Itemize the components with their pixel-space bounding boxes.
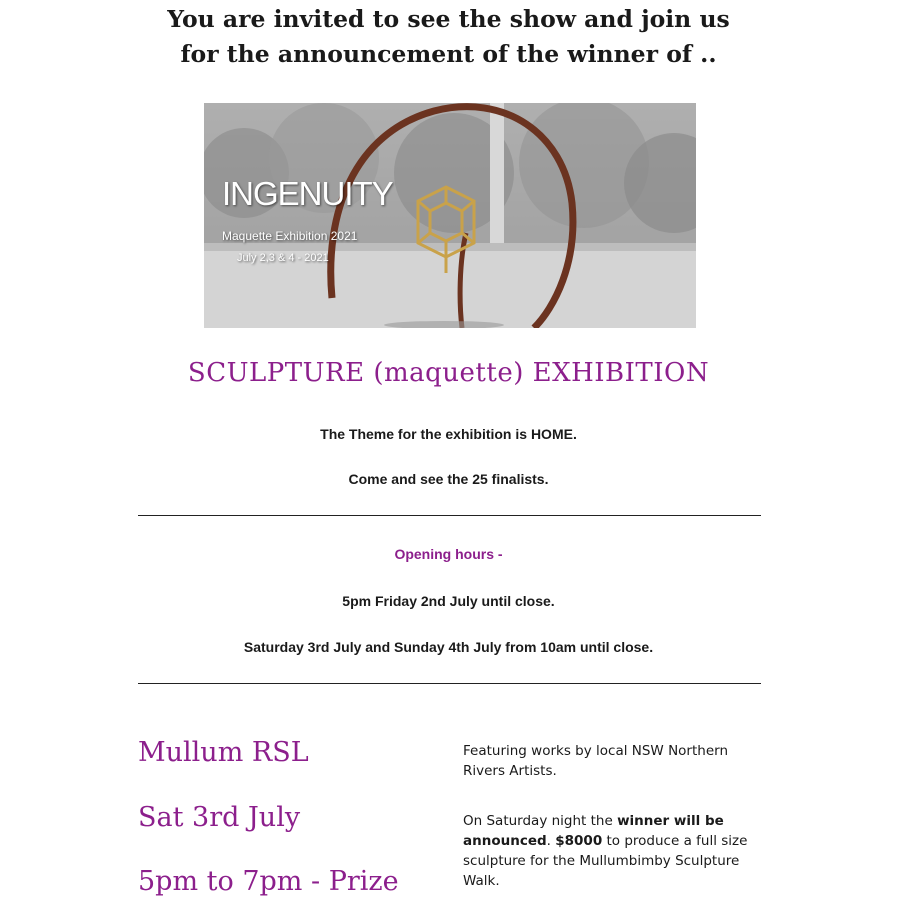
- banner-artwork: [204, 103, 696, 328]
- divider-1: [138, 515, 761, 516]
- invitation-headline: [0, 2, 897, 72]
- headline-line-2: for the announcement of the winner of ..: [180, 40, 717, 68]
- theme-text: The Theme for the exhibition is HOME.: [320, 426, 577, 442]
- opening-friday: 5pm Friday 2nd July until close.: [342, 593, 555, 609]
- prize-note: [463, 811, 773, 891]
- banner-dates: July 2,3 & 4 - 2021: [237, 252, 329, 264]
- banner-subtitle: Maquette Exhibition 2021: [222, 229, 358, 243]
- prize-text-1: On Saturday night the: [463, 813, 618, 829]
- prize-amount-bold: $8000: [555, 833, 603, 849]
- opening-hours-heading: Opening hours -: [394, 546, 503, 562]
- banner-title: INGENUITY: [222, 175, 393, 212]
- prize-text-3: to produce a full size sculpture for the Mullumbimby Sculpture Walk.: [463, 833, 748, 889]
- event-date: Sat 3rd July: [138, 802, 301, 833]
- opening-weekend: Saturday 3rd July and Sunday 4th July from 10am until close.: [243, 639, 654, 655]
- finalists-text: Come and see the 25 finalists.: [348, 471, 549, 487]
- venue-name: Mullum RSL: [138, 737, 309, 768]
- prize-winner-bold: winner will be announced: [463, 813, 724, 849]
- event-time: 5pm to 7pm - Prize: [138, 866, 399, 897]
- divider-2: [138, 683, 761, 684]
- featuring-note: Featuring works by local NSW Northern Rivers Artists.: [463, 743, 729, 779]
- exhibition-banner-image: [204, 103, 696, 328]
- section-title: SCULPTURE (maquette) EXHIBITION: [187, 358, 710, 388]
- prize-text-2: .: [546, 833, 556, 849]
- headline-line-1: You are invited to see the show and join us: [167, 5, 730, 33]
